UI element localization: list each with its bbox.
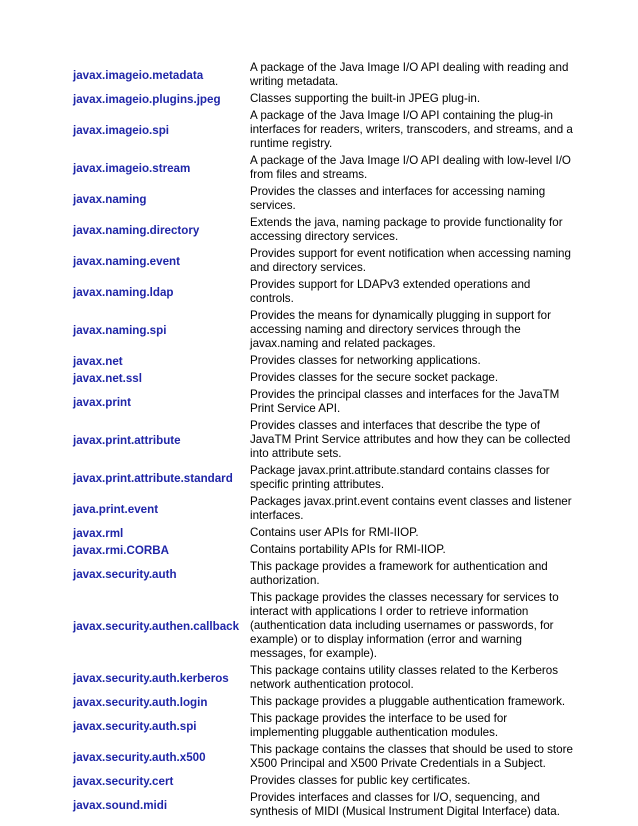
table-row [73,773,573,790]
table-row [73,215,573,246]
package-name-link[interactable]: javax.imageio.metadata [73,68,204,82]
package-name-link[interactable]: javax.naming.spi [73,323,167,337]
package-description: Contains user APIs for RMI-IIOP. [250,526,419,539]
package-description: Provides classes for the secure socket package. [250,371,499,384]
package-description: Provides interfaces and classes for I/O, sequencing, and synthesis of MIDI (Musical Instrument Digital Interface) data. [250,791,560,818]
table-row [73,525,573,542]
package-name-link[interactable]: javax.net.ssl [73,371,142,385]
table-row [73,246,573,277]
package-description: Provides the means for dynamically plugging in support for accessing naming and directory services through the javax.naming and related packages. [250,309,551,350]
package-name-link[interactable]: javax.rml [73,526,124,540]
package-table-body [73,60,573,821]
table-row [73,742,573,773]
package-name-link[interactable]: javax.imageio.stream [73,161,191,175]
package-name-link[interactable]: javax.rmi.CORBA [73,543,170,557]
package-description: Extends the java, naming package to provide functionality for accessing directory services. [250,216,563,243]
package-description: Classes supporting the built-in JPEG plug-in. [250,92,481,105]
package-description: This package provides a pluggable authentication framework. [250,695,566,708]
table-row [73,694,573,711]
table-row [73,711,573,742]
package-description: This package provides the classes necessary for services to interact with applications I order to retrieve information (authentication data including usernames or passwords, for example) or to display information (error and warning messages, for example). [250,591,559,660]
table-row [73,663,573,694]
table-row [73,308,573,353]
package-description: This package contains the classes that should be used to store X500 Principal and X500 Private Credentials in a Subject. [250,743,573,770]
table-row [73,108,573,153]
package-name-link[interactable]: javax.sound.midi [73,798,168,812]
package-description: Package javax.print.attribute.standard contains classes for specific printing attributes. [250,464,550,491]
package-description: Provides classes for networking applications. [250,354,481,367]
table-row [73,387,573,418]
package-name-link[interactable]: javax.naming [73,192,147,206]
table-row [73,184,573,215]
package-description: This package contains utility classes related to the Kerberos network authentication protocol. [250,664,559,691]
table-row [73,153,573,184]
package-name-link[interactable]: javax.imageio.spi [73,123,170,137]
package-description: Provides classes and interfaces that describe the type of JavaTM Print Service attributes and how they can be collected into attribute sets. [250,419,571,460]
package-name-link[interactable]: javax.security.auth.kerberos [73,671,229,685]
table-row [73,277,573,308]
package-name-link[interactable]: javax.security.auth.x500 [73,750,206,764]
package-description: Provides support for LDAPv3 extended operations and controls. [250,278,531,305]
package-description: Provides support for event notification when accessing naming and directory services. [250,247,571,274]
package-description: Provides the classes and interfaces for accessing naming services. [250,185,546,212]
table-row [73,494,573,525]
package-description: A package of the Java Image I/O API dealing with reading and writing metadata. [250,61,569,88]
package-name-link[interactable]: javax.naming.ldap [73,285,174,299]
package-name-link[interactable]: javax.print [73,395,131,409]
table-row [73,353,573,370]
package-description: This package provides the interface to be used for implementing pluggable authentication modules. [250,712,508,739]
package-name-link[interactable]: javax.security.auth.spi [73,719,197,733]
package-name-link[interactable]: javax.print.attribute.standard [73,471,233,485]
table-row [73,60,573,91]
table-row [73,790,573,821]
table-row [73,463,573,494]
table-row [73,559,573,590]
table-row [73,418,573,463]
package-name-link[interactable]: javax.security.auth.login [73,695,208,709]
package-name-link[interactable]: javax.naming.directory [73,223,200,237]
table-row [73,542,573,559]
package-name-link[interactable]: javax.security.authen.callback [73,619,240,633]
table-row [73,590,573,663]
package-table [73,60,573,821]
package-description: Contains portability APIs for RMI-IIOP. [250,543,446,556]
package-name-link[interactable]: javax.security.auth [73,567,177,581]
package-description: A package of the Java Image I/O API containing the plug-in interfaces for readers, writers, transcoders, and streams, and a runtime registry. [250,109,573,150]
table-row [73,91,573,108]
package-description: A package of the Java Image I/O API dealing with low-level I/O from files and streams. [250,154,571,181]
package-description: Provides classes for public key certificates. [250,774,471,787]
package-name-link[interactable]: javax.security.cert [73,774,174,788]
package-name-link[interactable]: java.print.event [73,502,159,516]
package-description: Provides the principal classes and interfaces for the JavaTM Print Service API. [250,388,560,415]
table-row [73,370,573,387]
package-name-link[interactable]: javax.naming.event [73,254,180,268]
package-description: This package provides a framework for authentication and authorization. [250,560,548,587]
package-description: Packages javax.print.event contains event classes and listener interfaces. [250,495,572,522]
package-name-link[interactable]: javax.print.attribute [73,433,181,447]
package-name-link[interactable]: javax.imageio.plugins.jpeg [73,92,221,106]
package-name-link[interactable]: javax.net [73,354,123,368]
